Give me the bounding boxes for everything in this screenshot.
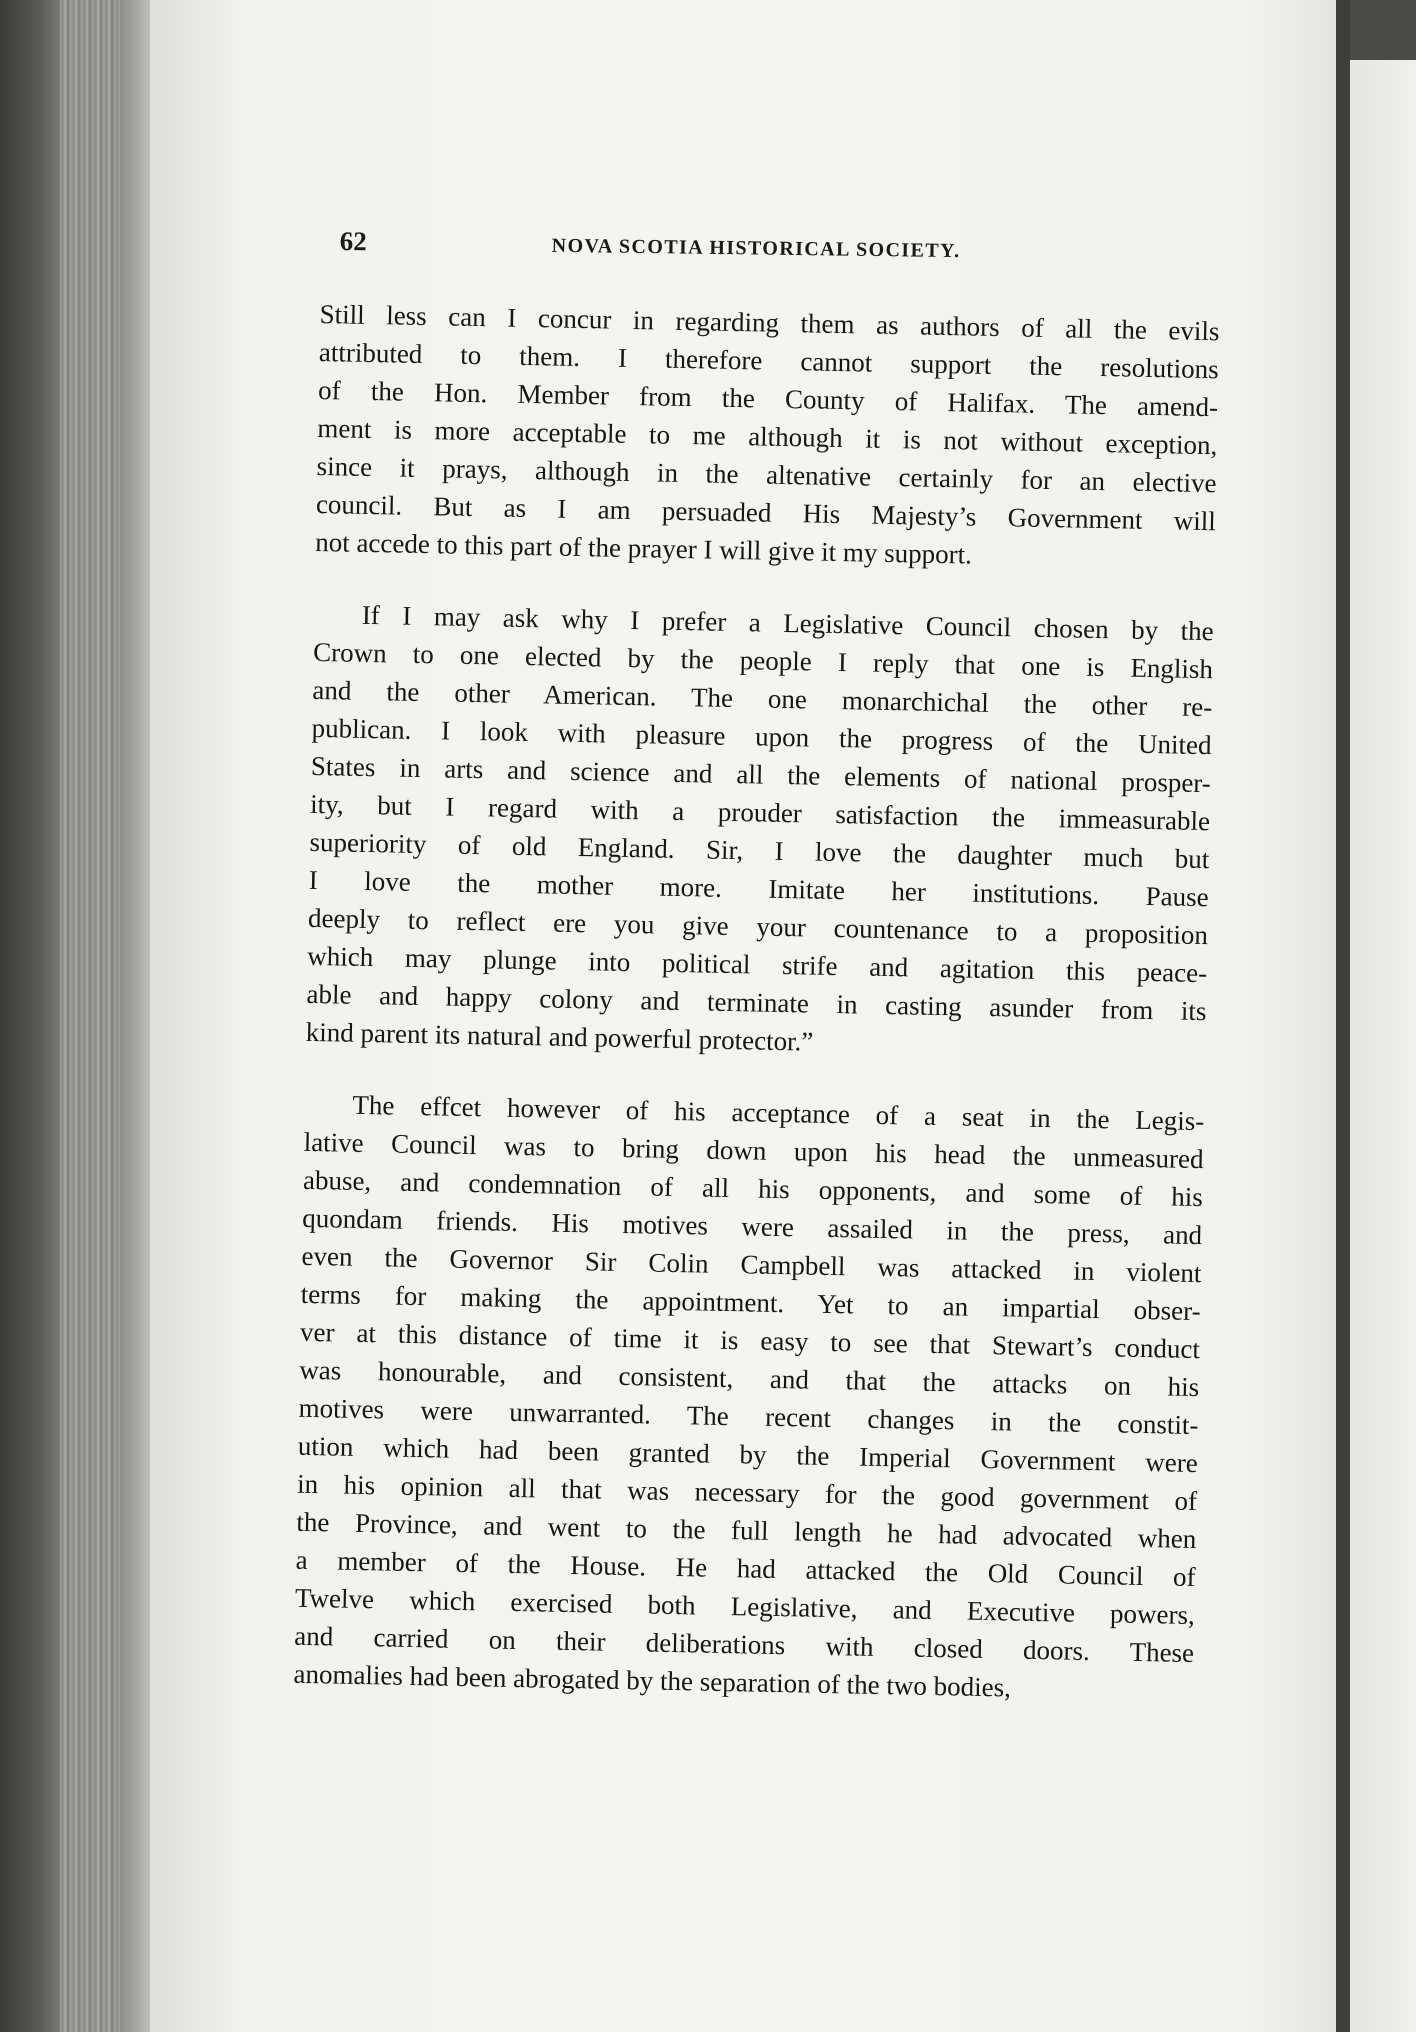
page-number: 62 <box>339 226 367 257</box>
text-line: ment is more acceptable to me although it is not without exception, <box>317 412 1218 461</box>
text-line: lative Council was to bring down upon his head the unmeasured <box>303 1126 1204 1175</box>
text-line: even the Governor Sir Colin Campbell was attacked in violent <box>301 1240 1202 1289</box>
text-line: and the other American. The one monarchichal the other re- <box>312 674 1213 723</box>
text-line: superiority of old England. Sir, I love the daughter much but <box>309 826 1210 875</box>
background-dark-corner <box>1350 0 1416 60</box>
text-line: States in arts and science and all the elements of national prosper- <box>310 750 1212 799</box>
book-spine-shadow <box>0 0 60 2032</box>
text-line: Twelve which exercised both Legislative, and Executive powers, <box>294 1582 1196 1631</box>
text-line: If I may ask why I prefer a Legislative Council chosen by the <box>361 599 1214 647</box>
running-title: NOVA SCOTIA HISTORICAL SOCIETY. <box>551 234 961 263</box>
book-gutter <box>1336 0 1350 2032</box>
text-line: in his opinion all that was necessary for the good government of <box>296 1468 1198 1517</box>
text-line: a member of the House. He had attacked the Old Council of <box>295 1544 1196 1593</box>
text-line: publican. I look with pleasure upon the progress of the United <box>311 712 1212 761</box>
text-line: terms for making the appointment. Yet to an impartial obser- <box>300 1278 1201 1327</box>
text-line: ution which had been granted by the Imperial Government were <box>297 1430 1199 1479</box>
text-line: Still less can I concur in regarding them as authors of all the evils <box>319 298 1220 347</box>
text-line: was honourable, and consistent, and that the attacks on his <box>299 1354 1200 1403</box>
text-line: and carried on their deliberations with closed doors. These <box>293 1620 1195 1669</box>
paragraph <box>315 295 1220 578</box>
text-line: able and happy colony and terminate in casting asunder from its <box>306 978 1207 1027</box>
text-line: Crown to one elected by the people I reply that one is English <box>312 636 1214 685</box>
text-line: ver at this distance of time it is easy to see that Stewart’s conduct <box>299 1316 1201 1365</box>
text-line: kind parent its natural and powerful protector.” <box>305 1016 814 1057</box>
text-line: of the Hon. Member from the County of Halifax. The amend- <box>317 374 1219 423</box>
text-line: quondam friends. His motives were assailed in the press, and <box>301 1202 1203 1251</box>
text-line: council. But as I am persuaded His Majesty’s Government will <box>315 488 1217 537</box>
text-line: deeply to reflect ere you give your countenance to a proposition <box>307 902 1209 951</box>
text-line: the Province, and went to the full length he had advocated when <box>296 1506 1197 1555</box>
paragraph <box>305 595 1214 1068</box>
text-line: I love the mother more. Imitate her institutions. Pause <box>308 864 1209 913</box>
text-line: anomalies had been abrogated by the separation of the two bodies, <box>293 1658 1012 1703</box>
text-line: attributed to them. I therefore cannot support the resolutions <box>318 336 1220 385</box>
text-line: motives were unwarranted. The recent changes in the constit- <box>298 1392 1199 1441</box>
paragraph <box>293 1085 1205 1710</box>
text-line: not accede to this part of the prayer I will give it my support. <box>314 526 973 570</box>
text-line: since it prays, although in the altenative certainly for an elective <box>316 450 1217 499</box>
text-line: ity, but I regard with a prouder satisfaction the immeasurable <box>309 788 1211 837</box>
text-line: abuse, and condemnation of all his opponents, and some of his <box>302 1164 1204 1213</box>
facing-page-edge <box>1350 60 1416 2032</box>
text-line: The effcet however of his acceptance of a seat in the Legis- <box>352 1089 1205 1137</box>
body-text <box>293 295 1220 1744</box>
text-line: which may plunge into political strife and agitation this peace- <box>307 940 1208 989</box>
